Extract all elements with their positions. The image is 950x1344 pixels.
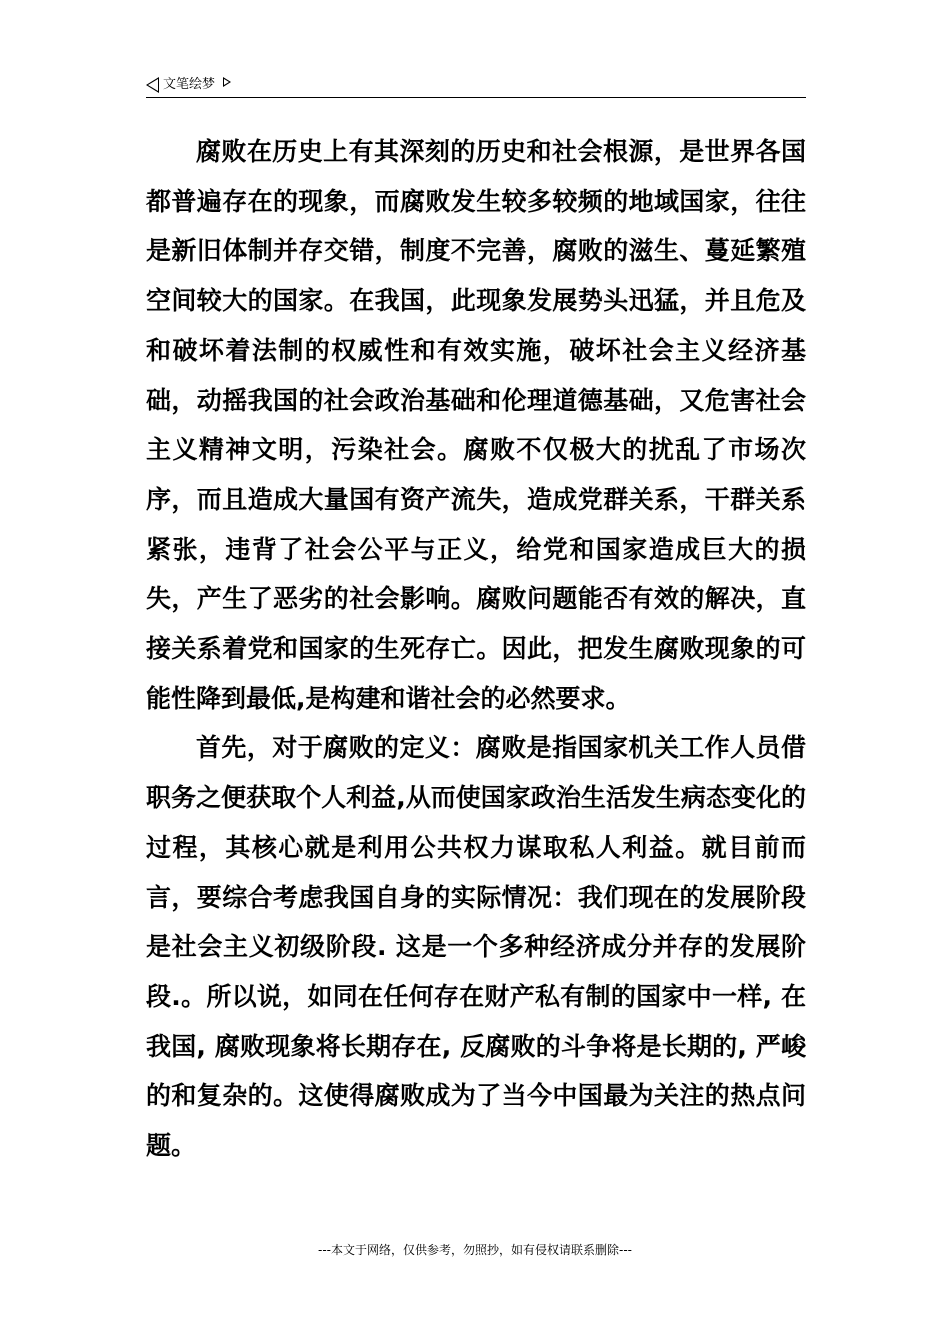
header-bar (146, 74, 231, 96)
triangle-left-icon (146, 77, 159, 93)
document-body (146, 127, 806, 1171)
page-footer: ---本文于网络，仅供参考，勿照抄，如有侵权请联系删除--- (318, 1243, 632, 1257)
paragraph-2: 首先，对于腐败的定义：腐败是指国家机关工作人员借职务之便获取个人利益,从而使国家政治生活发生病态变化的过程，其核心就是利用公共权力谋取私人利益。就目前而言，要综合考虑我国自身的实际情况：我们现在的发展阶段是社会主义初级阶段. 这是一个多种经济成分并存的发展阶段.。所以说，如同在任何存在财产私有制的国家中一样, 在我国, 腐败现象将长期存在, 反腐败的斗争将是长期的, 严峻的和复杂的。这使得腐败成为了当今中国最为关注的热点问题。 (146, 733, 806, 1161)
paragraph-1: 腐败在历史上有其深刻的历史和社会根源，是世界各国都普遍存在的现象，而腐败发生较多较频的地域国家，往往是新旧体制并存交错，制度不完善，腐败的滋生、蔓延繁殖空间较大的国家。在我国，此现象发展势头迅猛，并且危及和破坏着法制的权威性和有效实施，破坏社会主义经济基础，动摇我国的社会政治基础和伦理道德基础，又危害社会主义精神文明，污染社会。腐败不仅极大的扰乱了市场次序，而且造成大量国有资产流失，造成党群关系，干群关系紧张，违背了社会公平与正义，给党和国家造成巨大的损失，产生了恶劣的社会影响。腐败问题能否有效的解决，直接关系着党和国家的生死存亡。因此，把发生腐败现象的可能性降到最低,是构建和谐社会的必然要求。 (146, 137, 806, 713)
header-title: 文笔绘梦 (163, 77, 216, 92)
page-header (146, 74, 806, 98)
triangle-right-icon (223, 77, 231, 87)
